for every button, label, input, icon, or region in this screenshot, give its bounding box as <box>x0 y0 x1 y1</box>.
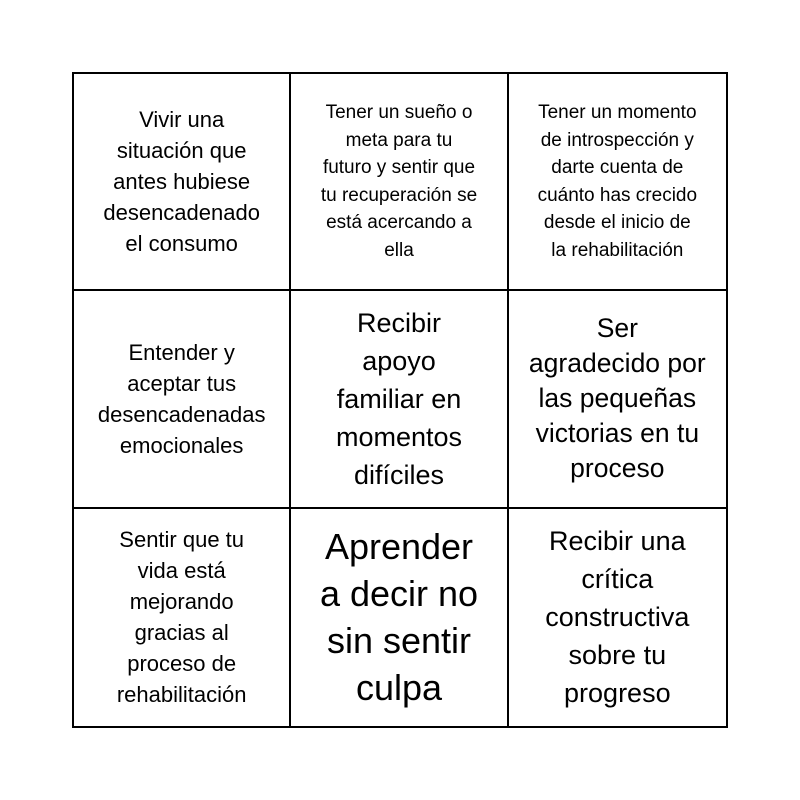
bingo-cell-4[interactable] <box>74 291 291 508</box>
bingo-cell-8[interactable] <box>291 509 508 726</box>
bingo-cell-text: Sentir que tu vida está mejorando gracias al proceso de rehabilitación <box>116 527 247 708</box>
bingo-cell-1[interactable] <box>74 74 291 291</box>
bingo-cell-text: Recibir una crítica constructiva sobre tu progreso <box>545 526 690 709</box>
bingo-cell-text: Tener un momento de introspección y darte cuenta de cuánto has crecido desde el inicio de la rehabilitación <box>537 102 698 261</box>
bingo-board <box>72 72 728 728</box>
bingo-cell-5[interactable] <box>291 291 508 508</box>
bingo-cell-3[interactable] <box>509 74 726 291</box>
bingo-cell-text: Aprender a decir no sin sentir culpa <box>319 526 479 709</box>
bingo-cell-text: Ser agradecido por las pequeñas victorias en tu proceso <box>528 313 706 484</box>
bingo-cell-text: Tener un sueño o meta para tu futuro y sentir que tu recuperación se está acercando a ella <box>320 102 478 261</box>
bingo-cell-text: Recibir apoyo familiar en momentos difíciles <box>335 307 463 490</box>
bingo-cell-7[interactable] <box>74 509 291 726</box>
bingo-cell-6[interactable] <box>509 291 726 508</box>
bingo-cell-text: Entender y aceptar tus desencadenadas emocionales <box>97 339 266 458</box>
bingo-cell-9[interactable] <box>509 509 726 726</box>
bingo-cell-2[interactable] <box>291 74 508 291</box>
bingo-cell-text: Vivir una situación que antes hubiese desencadenado el consumo <box>103 107 260 257</box>
